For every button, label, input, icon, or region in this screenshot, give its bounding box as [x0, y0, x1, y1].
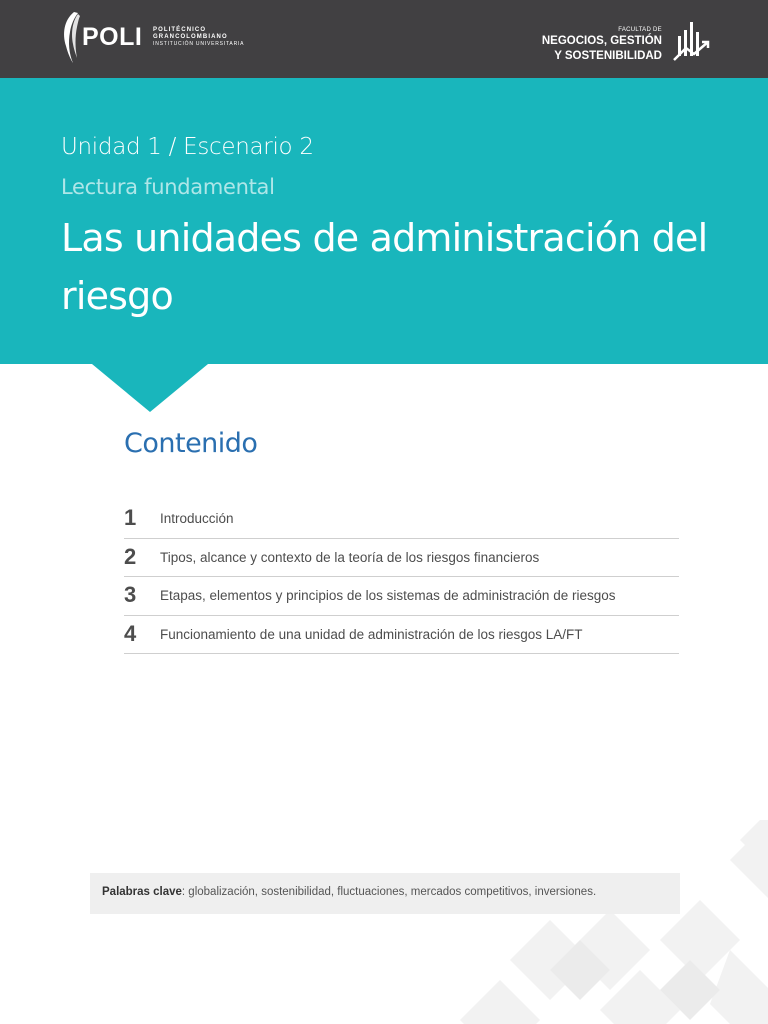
- faculty-line-2: Y SOSTENIBILIDAD: [554, 50, 662, 62]
- reading-type: Lectura fundamental: [61, 175, 275, 199]
- logo-sub-line-2: GRANCOLOMBIANO: [153, 34, 228, 40]
- contents-heading: Contenido: [124, 428, 258, 459]
- logo-word: POLI: [82, 23, 143, 51]
- faculty-line-1: NEGOCIOS, GESTIÓN: [541, 35, 662, 47]
- hero-pointer: [92, 364, 208, 412]
- toc-item[interactable]: [124, 539, 679, 578]
- toc-label: Introducción: [160, 511, 234, 526]
- toc-label: Etapas, elementos y principios de los sistemas de administración de riesgos: [160, 588, 616, 603]
- logo-subtitle: [153, 27, 244, 48]
- toc-label: Tipos, alcance y contexto de la teoría de los riesgos financieros: [160, 549, 540, 565]
- faculty-small-label: FACULTAD DE: [618, 27, 662, 33]
- logo-sub-line-1: POLITÉCNICO: [153, 27, 207, 33]
- faculty-name: [542, 26, 662, 64]
- keywords-label: Palabras clave: [102, 886, 182, 898]
- poli-logo: [60, 10, 250, 66]
- table-of-contents: [124, 500, 679, 654]
- growth-chart-icon: [672, 18, 712, 64]
- poli-flame-icon: [60, 10, 82, 64]
- toc-item[interactable]: [124, 616, 679, 655]
- unit-scenario: Unidad 1 / Escenario 2: [61, 134, 314, 160]
- toc-number: 3: [124, 582, 137, 607]
- top-bar: [0, 0, 768, 78]
- keywords-text: [102, 886, 596, 898]
- decorative-diamond-pattern: [440, 820, 768, 1024]
- keywords-box: [90, 873, 680, 914]
- page-title: Las unidades de administración del riesgo: [61, 216, 708, 318]
- logo-sub-line-3: INSTITUCIÓN UNIVERSITARIA: [153, 41, 245, 47]
- toc-label: Funcionamiento de una unidad de administración de los riesgos LA/FT: [160, 626, 583, 642]
- toc-item[interactable]: [124, 577, 679, 616]
- toc-item[interactable]: [124, 500, 679, 539]
- keywords-list: : globalización, sostenibilidad, fluctuaciones, mercados competitivos, inversiones.: [181, 886, 597, 898]
- toc-number: 1: [124, 505, 137, 530]
- toc-number: 2: [124, 543, 137, 569]
- toc-number: 4: [124, 620, 137, 646]
